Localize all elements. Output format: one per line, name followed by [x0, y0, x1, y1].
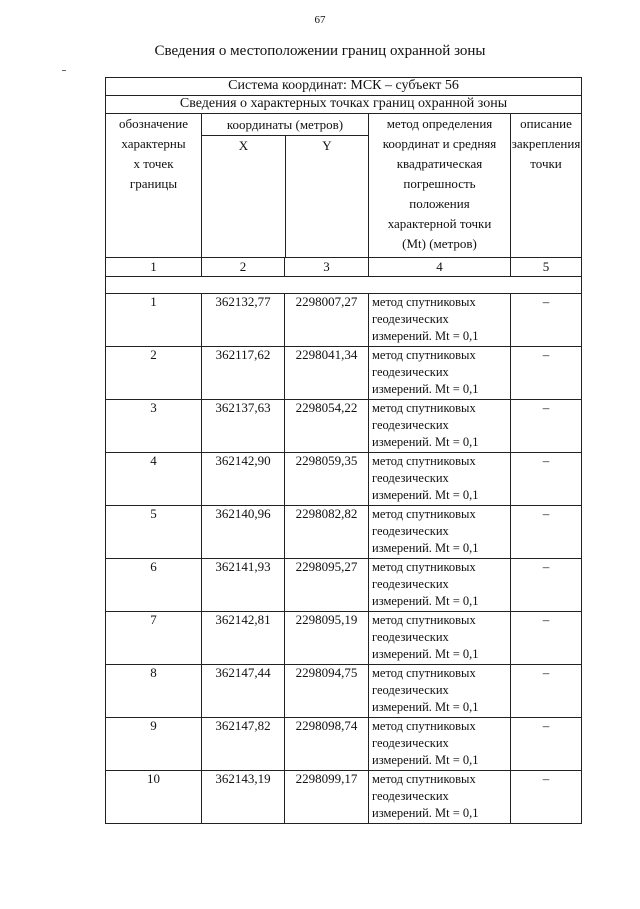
method-cell [369, 771, 511, 824]
coord-system-row [106, 78, 582, 96]
method-line: геодезических [372, 630, 449, 644]
method-line: геодезических [372, 418, 449, 432]
point-cell: 6 [106, 559, 202, 612]
coord-system-label: Система координат: МСК – субъект 56 [106, 78, 582, 96]
y-cell: 2298099,17 [285, 771, 369, 824]
section-title-row [106, 96, 582, 114]
table-row [106, 718, 582, 771]
header-row [106, 114, 582, 258]
method-line: метод спутниковых [372, 507, 476, 521]
column-numbers-row [106, 258, 582, 277]
point-label-header: обозначение характерны х точек границы [106, 114, 202, 258]
y-cell: 2298007,27 [285, 294, 369, 347]
y-cell: 2298094,75 [285, 665, 369, 718]
method-line: геодезических [372, 683, 449, 697]
x-cell: 362147,82 [202, 718, 285, 771]
description-cell: – [511, 559, 582, 612]
boundary-points-table [105, 77, 582, 824]
method-cell [369, 347, 511, 400]
point-cell: 4 [106, 453, 202, 506]
column-number: 1 [106, 258, 202, 277]
method-cell [369, 506, 511, 559]
x-cell: 362143,19 [202, 771, 285, 824]
method-line: метод спутниковых [372, 401, 476, 415]
method-cell [369, 612, 511, 665]
table-row [106, 294, 582, 347]
method-cell [369, 665, 511, 718]
method-line: метод спутниковых [372, 719, 476, 733]
y-cell: 2298098,74 [285, 718, 369, 771]
description-header: описание закрепления точки [511, 114, 582, 258]
x-cell: 362117,62 [202, 347, 285, 400]
method-line: геодезических [372, 365, 449, 379]
xy-subheaders [202, 136, 368, 257]
description-cell: – [511, 453, 582, 506]
method-cell [369, 453, 511, 506]
method-line: измерений. Mt = 0,1 [372, 435, 479, 449]
coordinates-label: координаты (метров) [201, 114, 369, 136]
method-line: измерений. Mt = 0,1 [372, 700, 479, 714]
method-line: метод спутниковых [372, 295, 476, 309]
method-line: геодезических [372, 524, 449, 538]
method-line: геодезических [372, 312, 449, 326]
table-row [106, 400, 582, 453]
method-line: измерений. Mt = 0,1 [372, 382, 479, 396]
description-cell: – [511, 506, 582, 559]
method-line: измерений. Mt = 0,1 [372, 541, 479, 555]
x-cell: 362147,44 [202, 665, 285, 718]
method-line: метод спутниковых [372, 348, 476, 362]
method-header: метод определения координат и средняя квадратическая погрешность положения характерной точки (Mt) (метров) [369, 114, 511, 258]
y-cell: 2298095,27 [285, 559, 369, 612]
column-number: 3 [285, 258, 369, 277]
method-line: метод спутниковых [372, 666, 476, 680]
method-line: геодезических [372, 471, 449, 485]
x-header: X [202, 136, 286, 257]
method-line: геодезических [372, 789, 449, 803]
point-cell: 5 [106, 506, 202, 559]
x-cell: 362140,96 [202, 506, 285, 559]
y-cell: 2298059,35 [285, 453, 369, 506]
y-header: Y [322, 138, 332, 153]
method-line: измерений. Mt = 0,1 [372, 329, 479, 343]
empty-row [106, 277, 582, 294]
method-line: измерений. Mt = 0,1 [372, 488, 479, 502]
method-cell [369, 400, 511, 453]
y-cell: 2298041,34 [285, 347, 369, 400]
x-cell: 362137,63 [202, 400, 285, 453]
y-cell: 2298095,19 [285, 612, 369, 665]
method-line: метод спутниковых [372, 560, 476, 574]
point-cell: 1 [106, 294, 202, 347]
x-cell: 362132,77 [202, 294, 285, 347]
column-number: 5 [511, 258, 582, 277]
point-cell: 3 [106, 400, 202, 453]
point-cell: 9 [106, 718, 202, 771]
description-cell: – [511, 347, 582, 400]
table-row [106, 559, 582, 612]
method-cell [369, 718, 511, 771]
x-cell: 362142,90 [202, 453, 285, 506]
description-cell: – [511, 771, 582, 824]
table-row [106, 506, 582, 559]
method-line: геодезических [372, 577, 449, 591]
coordinates-header [202, 114, 369, 258]
page-number: 67 [314, 14, 326, 26]
method-line: измерений. Mt = 0,1 [372, 647, 479, 661]
method-cell [369, 294, 511, 347]
description-cell: – [511, 294, 582, 347]
description-cell: – [511, 400, 582, 453]
method-line: метод спутниковых [372, 613, 476, 627]
description-cell: – [511, 612, 582, 665]
point-cell: 8 [106, 665, 202, 718]
method-line: измерений. Mt = 0,1 [372, 594, 479, 608]
column-number: 2 [202, 258, 285, 277]
table-row [106, 665, 582, 718]
method-line: метод спутниковых [372, 772, 476, 786]
table-row [106, 612, 582, 665]
document-title: Сведения о местоположении границ охранной зоны [154, 43, 486, 59]
method-line: измерений. Mt = 0,1 [372, 753, 479, 767]
column-number: 4 [369, 258, 511, 277]
method-line: измерений. Mt = 0,1 [372, 806, 479, 820]
description-cell: – [511, 665, 582, 718]
point-cell: 10 [106, 771, 202, 824]
table-row [106, 347, 582, 400]
y-cell: 2298054,22 [285, 400, 369, 453]
method-cell [369, 559, 511, 612]
x-cell: 362142,81 [202, 612, 285, 665]
table-row [106, 771, 582, 824]
margin-mark [62, 70, 66, 71]
section-title: Сведения о характерных точках границ охранной зоны [106, 96, 582, 114]
table-row [106, 453, 582, 506]
method-line: геодезических [372, 736, 449, 750]
y-cell: 2298082,82 [285, 506, 369, 559]
method-line: метод спутниковых [372, 454, 476, 468]
point-cell: 2 [106, 347, 202, 400]
x-cell: 362141,93 [202, 559, 285, 612]
description-cell: – [511, 718, 582, 771]
point-cell: 7 [106, 612, 202, 665]
